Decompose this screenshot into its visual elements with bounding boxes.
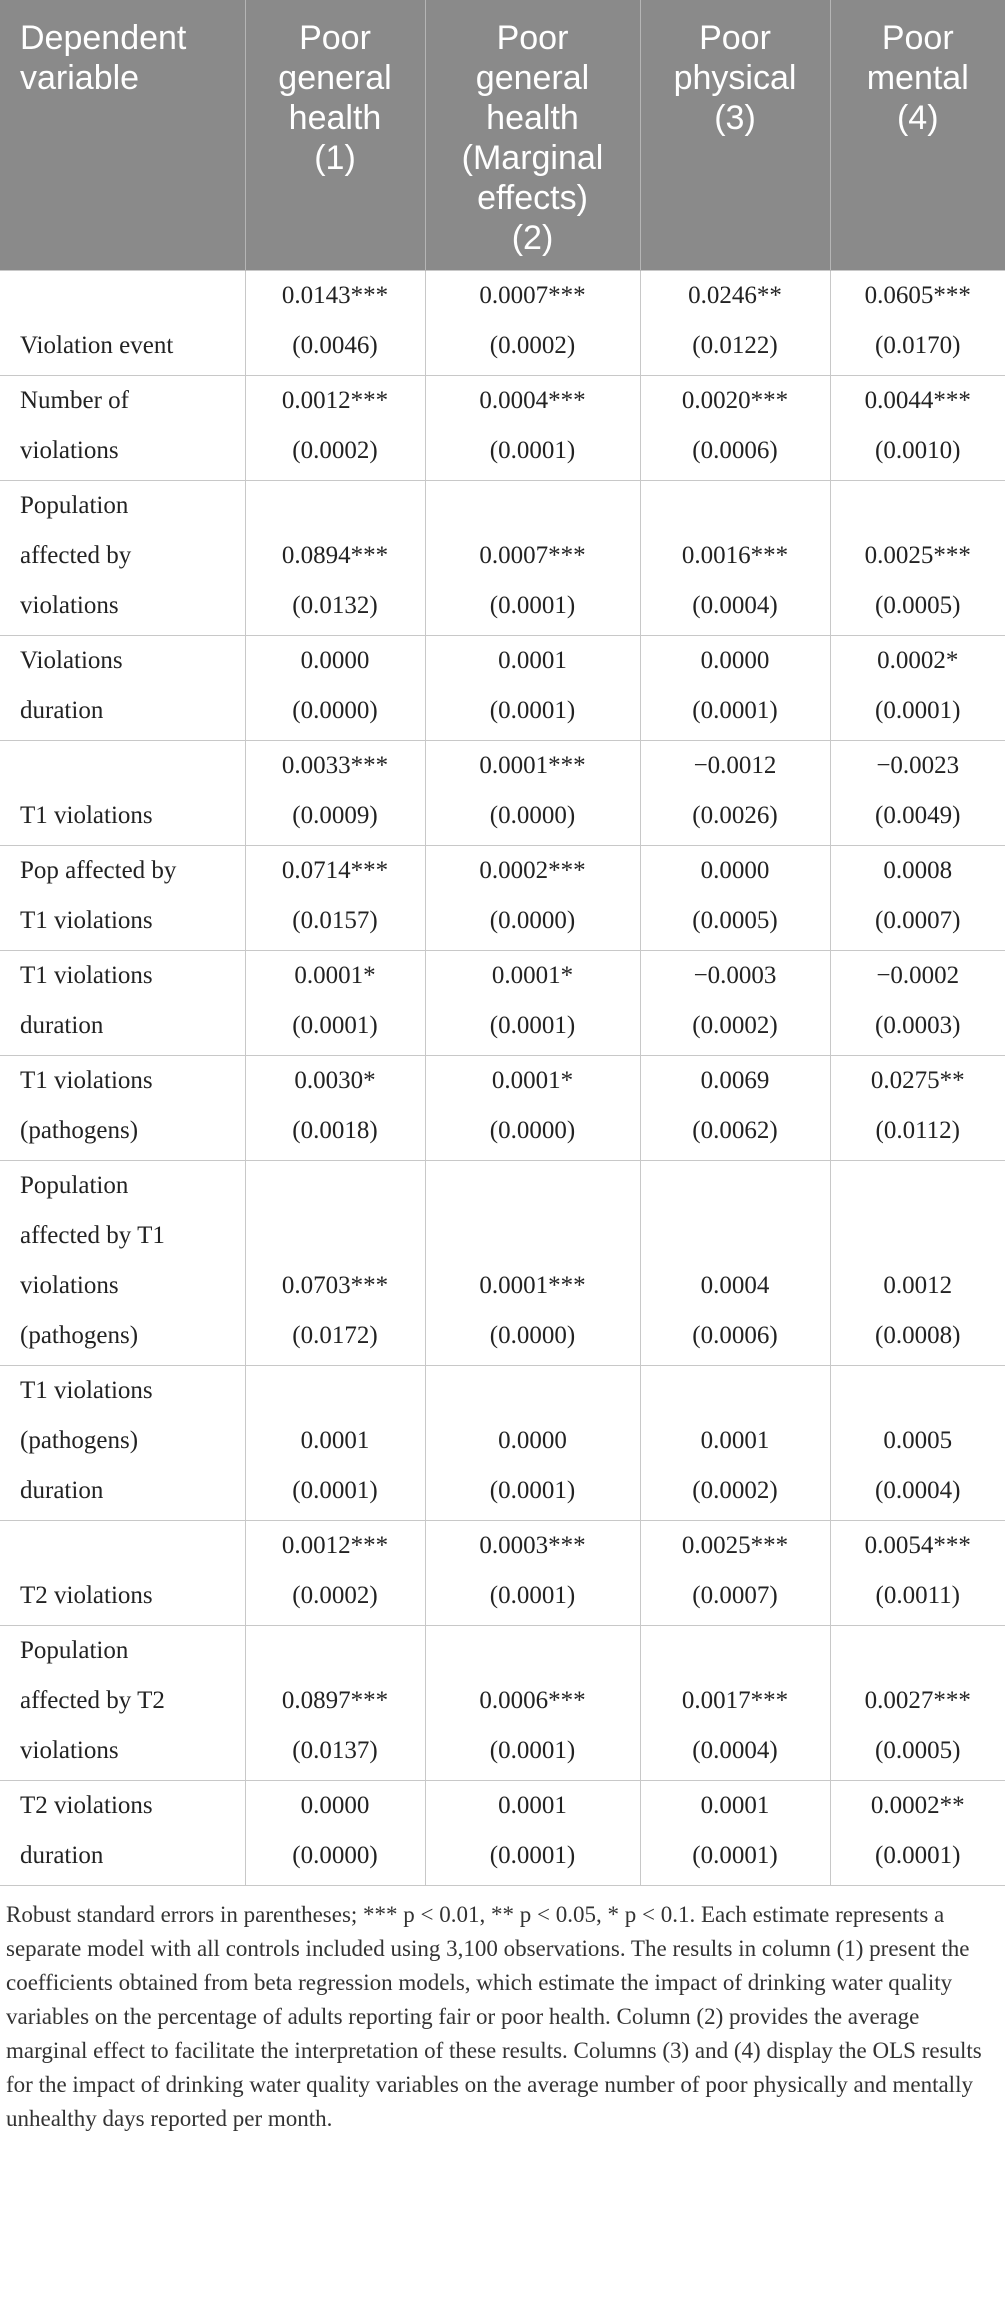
row-label-line: violations bbox=[20, 1737, 119, 1764]
row-label-line: T1 violations bbox=[20, 962, 153, 989]
standard-error: (0.0004) bbox=[875, 1477, 961, 1504]
row-label-line: Number of bbox=[20, 387, 129, 414]
table-row bbox=[0, 1521, 1005, 1626]
estimate-cell bbox=[425, 1626, 640, 1781]
coefficient: 0.0001*** bbox=[479, 1272, 586, 1299]
standard-error: (0.0010) bbox=[875, 437, 961, 464]
coefficient: 0.0033*** bbox=[281, 752, 389, 779]
row-label bbox=[0, 846, 245, 951]
standard-error: (0.0132) bbox=[292, 592, 378, 619]
coefficient: 0.0703*** bbox=[281, 1272, 389, 1299]
column-header-line: physical bbox=[673, 59, 797, 97]
coefficient: 0.0012*** bbox=[281, 1532, 389, 1559]
standard-error: (0.0001) bbox=[489, 1582, 576, 1609]
column-header-c3 bbox=[640, 0, 830, 271]
column-header-c2 bbox=[425, 0, 640, 271]
coefficient: 0.0017*** bbox=[681, 1687, 789, 1714]
row-label-line: Population bbox=[20, 1637, 129, 1664]
row-label-line: T1 violations bbox=[20, 1067, 153, 1094]
standard-error: (0.0026) bbox=[692, 802, 778, 829]
table-row bbox=[0, 271, 1005, 376]
table-row bbox=[0, 1161, 1005, 1366]
row-label bbox=[0, 1056, 245, 1161]
coefficient: 0.0275** bbox=[870, 1067, 965, 1094]
table-row bbox=[0, 1626, 1005, 1781]
column-header-c1 bbox=[245, 0, 425, 271]
column-header-line: (4) bbox=[896, 99, 939, 137]
estimate-cell bbox=[425, 1521, 640, 1626]
row-label bbox=[0, 951, 245, 1056]
column-header-line: (Marginal bbox=[461, 139, 604, 177]
estimate-cell bbox=[245, 1626, 425, 1781]
estimate-cell bbox=[830, 636, 1005, 741]
coefficient: 0.0027*** bbox=[864, 1687, 971, 1714]
coefficient: −0.0002 bbox=[876, 962, 960, 989]
row-label-line: T1 violations bbox=[20, 907, 153, 934]
estimate-cell bbox=[245, 481, 425, 636]
standard-error: (0.0006) bbox=[692, 1322, 778, 1349]
standard-error: (0.0001) bbox=[489, 592, 576, 619]
estimate-cell bbox=[830, 951, 1005, 1056]
row-label-line: duration bbox=[20, 1477, 104, 1504]
estimate-cell bbox=[245, 1366, 425, 1521]
column-header-line: effects) bbox=[477, 179, 588, 217]
estimate-cell bbox=[640, 481, 830, 636]
row-label-line: T1 violations bbox=[20, 802, 153, 829]
estimate-cell bbox=[425, 1056, 640, 1161]
standard-error: (0.0001) bbox=[875, 1842, 961, 1869]
row-label-line: duration bbox=[20, 697, 104, 724]
table-row bbox=[0, 481, 1005, 636]
coefficient: 0.0069 bbox=[700, 1067, 770, 1094]
estimate-cell bbox=[830, 1626, 1005, 1781]
standard-error: (0.0062) bbox=[692, 1117, 778, 1144]
coefficient: 0.0020*** bbox=[681, 387, 789, 414]
standard-error: (0.0001) bbox=[692, 1842, 778, 1869]
coefficient: 0.0714*** bbox=[281, 857, 389, 884]
coefficient: −0.0003 bbox=[693, 962, 777, 989]
estimate-cell bbox=[245, 1056, 425, 1161]
standard-error: (0.0002) bbox=[692, 1012, 778, 1039]
estimate-cell bbox=[830, 1521, 1005, 1626]
standard-error: (0.0001) bbox=[489, 1477, 576, 1504]
standard-error: (0.0112) bbox=[875, 1117, 960, 1144]
row-label-line: (pathogens) bbox=[20, 1322, 139, 1349]
table-header bbox=[0, 0, 1005, 271]
row-label-line: T1 violations bbox=[20, 1377, 153, 1404]
column-header-line: mental bbox=[866, 59, 969, 97]
coefficient: 0.0025*** bbox=[681, 1532, 789, 1559]
estimate-cell bbox=[640, 951, 830, 1056]
coefficient: 0.0001*** bbox=[479, 752, 586, 779]
standard-error: (0.0004) bbox=[692, 592, 778, 619]
estimate-cell bbox=[640, 271, 830, 376]
standard-error: (0.0049) bbox=[875, 802, 961, 829]
row-label-line: affected by bbox=[20, 542, 132, 569]
coefficient: 0.0000 bbox=[300, 647, 370, 674]
coefficient: 0.0001 bbox=[300, 1427, 370, 1454]
coefficient: 0.0001 bbox=[498, 1792, 567, 1819]
estimate-cell bbox=[830, 1161, 1005, 1366]
estimate-cell bbox=[640, 741, 830, 846]
row-label-line: Pop affected by bbox=[20, 857, 177, 884]
estimate-cell bbox=[640, 1521, 830, 1626]
table-row bbox=[0, 376, 1005, 481]
coefficient: 0.0007*** bbox=[479, 282, 586, 309]
estimate-cell bbox=[830, 846, 1005, 951]
row-label bbox=[0, 271, 245, 376]
row-label-line: affected by T2 bbox=[20, 1687, 165, 1714]
estimate-cell bbox=[245, 1521, 425, 1626]
coefficient: 0.0001* bbox=[491, 1067, 574, 1094]
row-label-line bbox=[20, 271, 239, 321]
coefficient: 0.0008 bbox=[883, 857, 953, 884]
standard-error: (0.0172) bbox=[292, 1322, 378, 1349]
row-label bbox=[0, 481, 245, 636]
column-header-line: Dependent bbox=[20, 19, 187, 57]
standard-error: (0.0001) bbox=[692, 697, 778, 724]
standard-error: (0.0004) bbox=[692, 1737, 778, 1764]
coefficient: 0.0897*** bbox=[281, 1687, 389, 1714]
row-label-line: Population bbox=[20, 1172, 129, 1199]
coefficient: 0.0000 bbox=[498, 1427, 567, 1454]
standard-error: (0.0001) bbox=[489, 1737, 576, 1764]
table-row bbox=[0, 741, 1005, 846]
table-row bbox=[0, 951, 1005, 1056]
estimate-cell bbox=[640, 1161, 830, 1366]
column-header-line: Poor bbox=[881, 19, 954, 57]
standard-error: (0.0001) bbox=[292, 1012, 378, 1039]
coefficient: 0.0030* bbox=[294, 1067, 376, 1094]
row-label-line: T2 violations bbox=[20, 1792, 153, 1819]
standard-error: (0.0005) bbox=[875, 592, 961, 619]
estimate-cell bbox=[425, 481, 640, 636]
coefficient: 0.0006*** bbox=[479, 1687, 586, 1714]
estimate-cell bbox=[245, 951, 425, 1056]
estimate-cell bbox=[830, 1056, 1005, 1161]
estimate-cell bbox=[245, 1781, 425, 1886]
estimate-cell bbox=[245, 741, 425, 846]
standard-error: (0.0006) bbox=[692, 437, 778, 464]
table-row bbox=[0, 1781, 1005, 1886]
row-label bbox=[0, 1521, 245, 1626]
row-label bbox=[0, 1161, 245, 1366]
estimate-cell bbox=[245, 846, 425, 951]
coefficient: 0.0007*** bbox=[479, 542, 586, 569]
column-header-line: health bbox=[288, 99, 382, 137]
row-label-line: duration bbox=[20, 1012, 104, 1039]
column-header-line: Poor bbox=[496, 19, 569, 57]
row-label-line bbox=[20, 1521, 239, 1571]
column-header-line: Poor bbox=[699, 19, 771, 57]
coefficient: 0.0002** bbox=[870, 1792, 965, 1819]
coefficient: 0.0000 bbox=[700, 647, 770, 674]
coefficient: 0.0246** bbox=[688, 282, 782, 309]
column-header-line: (1) bbox=[314, 139, 356, 177]
estimate-cell bbox=[640, 1366, 830, 1521]
coefficient: 0.0012 bbox=[883, 1272, 953, 1299]
table-footnote: Robust standard errors in parentheses; *** p < 0.01, ** p < 0.05, * p < 0.1. Each estimate represents a separate model with all controls included using 3,100 observations. The results in column (1) present the coefficients obtained from beta regression models, which estimate the impact of drinking water quality variables on the percentage of adults reporting fair or poor health. Column (2) provides the average marginal effect to facilitate the interpretation of these results. Columns (3) and (4) display the OLS results for the impact of drinking water quality variables on the average number of poor physically and mentally unhealthy days reported per month. bbox=[6, 1902, 982, 2131]
standard-error: (0.0170) bbox=[875, 332, 961, 359]
standard-error: (0.0137) bbox=[292, 1737, 378, 1764]
coefficient: 0.0001 bbox=[700, 1792, 770, 1819]
coefficient: 0.0001* bbox=[491, 962, 574, 989]
column-header-c4 bbox=[830, 0, 1005, 271]
estimate-cell bbox=[425, 1161, 640, 1366]
column-header-line: (3) bbox=[714, 99, 756, 137]
estimate-cell bbox=[640, 636, 830, 741]
estimate-cell bbox=[425, 741, 640, 846]
estimate-cell bbox=[425, 636, 640, 741]
standard-error: (0.0002) bbox=[489, 332, 576, 359]
row-label-line: duration bbox=[20, 1842, 104, 1869]
coefficient: 0.0143*** bbox=[281, 282, 389, 309]
row-label bbox=[0, 741, 245, 846]
table-body bbox=[0, 271, 1005, 1886]
estimate-cell bbox=[245, 1161, 425, 1366]
estimate-cell bbox=[830, 376, 1005, 481]
standard-error: (0.0001) bbox=[489, 437, 576, 464]
standard-error: (0.0002) bbox=[292, 437, 378, 464]
coefficient: 0.0001 bbox=[700, 1427, 770, 1454]
standard-error: (0.0008) bbox=[875, 1322, 961, 1349]
estimate-cell bbox=[830, 1366, 1005, 1521]
coefficient: 0.0000 bbox=[300, 1792, 370, 1819]
coefficient: 0.0002* bbox=[877, 647, 959, 674]
coefficient: 0.0012*** bbox=[281, 387, 389, 414]
estimate-cell bbox=[830, 271, 1005, 376]
row-label bbox=[0, 1626, 245, 1781]
standard-error: (0.0001) bbox=[489, 1012, 576, 1039]
estimate-cell bbox=[425, 1366, 640, 1521]
estimate-cell bbox=[830, 741, 1005, 846]
coefficient: 0.0044*** bbox=[864, 387, 971, 414]
standard-error: (0.0000) bbox=[489, 907, 576, 934]
coefficient: 0.0003*** bbox=[479, 1532, 586, 1559]
table-row bbox=[0, 1056, 1005, 1161]
row-label-line: (pathogens) bbox=[20, 1117, 139, 1144]
coefficient: 0.0605*** bbox=[864, 282, 971, 309]
coefficient: 0.0002*** bbox=[479, 857, 586, 884]
coefficient: 0.0005 bbox=[883, 1427, 953, 1454]
row-label-line bbox=[20, 741, 239, 791]
standard-error: (0.0000) bbox=[292, 697, 378, 724]
table-row bbox=[0, 636, 1005, 741]
standard-error: (0.0005) bbox=[875, 1737, 961, 1764]
estimate-cell bbox=[425, 846, 640, 951]
standard-error: (0.0000) bbox=[489, 802, 576, 829]
row-label-line: Violation event bbox=[20, 332, 174, 359]
standard-error: (0.0000) bbox=[292, 1842, 378, 1869]
column-header-line: variable bbox=[20, 59, 140, 97]
estimate-cell bbox=[640, 1626, 830, 1781]
row-label-line: violations bbox=[20, 1272, 119, 1299]
standard-error: (0.0018) bbox=[292, 1117, 378, 1144]
estimate-cell bbox=[425, 951, 640, 1056]
standard-error: (0.0000) bbox=[489, 1117, 576, 1144]
standard-error: (0.0002) bbox=[292, 1582, 378, 1609]
estimate-cell bbox=[245, 376, 425, 481]
standard-error: (0.0122) bbox=[692, 332, 778, 359]
column-header-line: general bbox=[475, 59, 590, 97]
standard-error: (0.0001) bbox=[489, 1842, 576, 1869]
estimate-cell bbox=[425, 271, 640, 376]
coefficient: 0.0016*** bbox=[681, 542, 789, 569]
estimate-cell bbox=[640, 376, 830, 481]
standard-error: (0.0157) bbox=[292, 907, 378, 934]
row-label-line: violations bbox=[20, 437, 119, 464]
column-header-line: Poor bbox=[299, 19, 371, 57]
coefficient: 0.0894*** bbox=[281, 542, 389, 569]
standard-error: (0.0001) bbox=[875, 697, 961, 724]
row-label bbox=[0, 376, 245, 481]
coefficient: −0.0023 bbox=[876, 752, 960, 779]
standard-error: (0.0007) bbox=[875, 907, 961, 934]
standard-error: (0.0003) bbox=[875, 1012, 961, 1039]
column-header-dv bbox=[0, 0, 245, 271]
standard-error: (0.0009) bbox=[292, 802, 378, 829]
header-row bbox=[0, 0, 1005, 271]
coefficient: 0.0001 bbox=[498, 647, 567, 674]
estimate-cell bbox=[425, 1781, 640, 1886]
row-label bbox=[0, 1781, 245, 1886]
estimate-cell bbox=[425, 376, 640, 481]
estimate-cell bbox=[640, 1056, 830, 1161]
row-label-line: affected by T1 bbox=[20, 1222, 165, 1249]
estimate-cell bbox=[830, 481, 1005, 636]
standard-error: (0.0001) bbox=[489, 697, 576, 724]
standard-error: (0.0011) bbox=[875, 1582, 960, 1609]
row-label-line: T2 violations bbox=[20, 1582, 153, 1609]
standard-error: (0.0000) bbox=[489, 1322, 576, 1349]
coefficient: 0.0004*** bbox=[479, 387, 586, 414]
coefficient: 0.0025*** bbox=[864, 542, 971, 569]
row-label-line: violations bbox=[20, 592, 119, 619]
standard-error: (0.0046) bbox=[292, 332, 378, 359]
column-header-line: general bbox=[278, 59, 392, 97]
table-row bbox=[0, 1366, 1005, 1521]
estimate-cell bbox=[640, 1781, 830, 1886]
standard-error: (0.0007) bbox=[692, 1582, 778, 1609]
table-row bbox=[0, 846, 1005, 951]
column-header-line: (2) bbox=[511, 219, 554, 257]
coefficient: 0.0054*** bbox=[864, 1532, 971, 1559]
standard-error: (0.0002) bbox=[692, 1477, 778, 1504]
standard-error: (0.0001) bbox=[292, 1477, 378, 1504]
estimate-cell bbox=[830, 1781, 1005, 1886]
row-label-line: Population bbox=[20, 492, 129, 519]
coefficient: 0.0001* bbox=[294, 962, 376, 989]
standard-error: (0.0005) bbox=[692, 907, 778, 934]
coefficient: −0.0012 bbox=[693, 752, 777, 779]
row-label bbox=[0, 1366, 245, 1521]
row-label-line: (pathogens) bbox=[20, 1427, 139, 1454]
estimate-cell bbox=[245, 636, 425, 741]
row-label bbox=[0, 636, 245, 741]
coefficient: 0.0004 bbox=[700, 1272, 770, 1299]
column-header-line: health bbox=[486, 99, 579, 137]
row-label-line: Violations bbox=[20, 647, 123, 674]
estimate-cell bbox=[245, 271, 425, 376]
coefficient: 0.0000 bbox=[700, 857, 770, 884]
estimate-cell bbox=[640, 846, 830, 951]
